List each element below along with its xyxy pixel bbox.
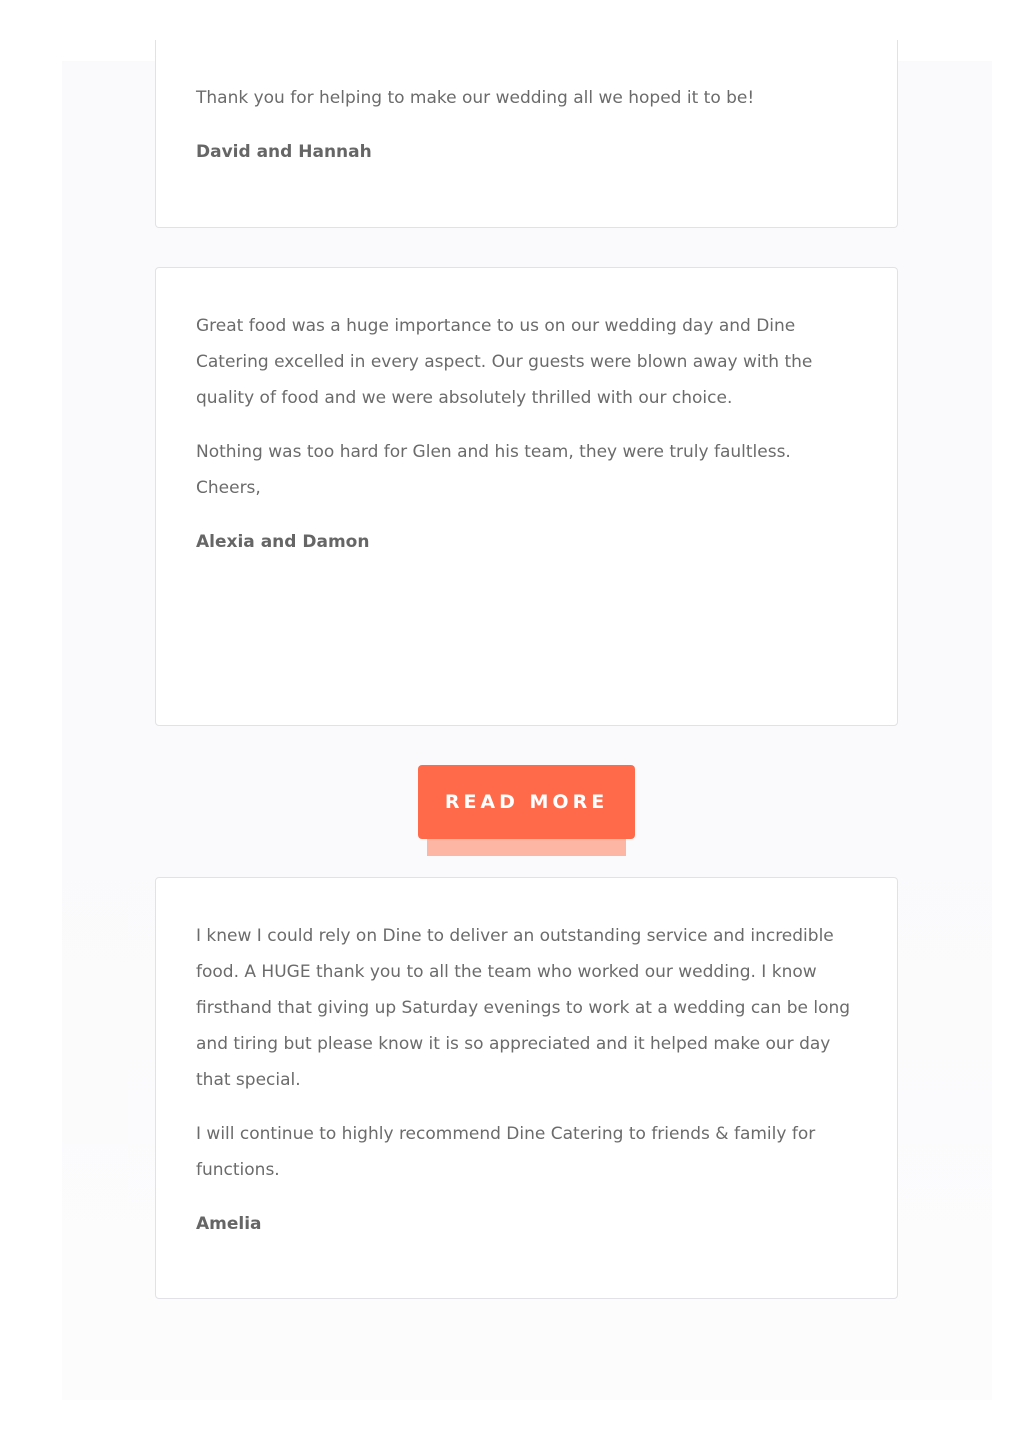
testimonial-author: David and Hannah xyxy=(196,142,372,162)
testimonial-card xyxy=(155,877,898,1299)
testimonial-card xyxy=(155,267,898,726)
read-more-button[interactable]: READ MORE xyxy=(418,765,635,839)
testimonial-text: Thank you for helping to make our wedding all we hoped it to be! xyxy=(196,88,755,108)
read-more-wrapper xyxy=(418,765,635,857)
testimonial-text: I knew I could rely on Dine to deliver an outstanding service and incredible food. A HUGE thank you to all the team who worked our wedding. I know firsthand that giving up Saturday evenings to work at a wedding can be long and tiring but please know it is so appreciated and it helped make our day that special. xyxy=(196,926,851,1090)
testimonial-text: I will continue to highly recommend Dine Catering to friends & family for functions. xyxy=(196,1124,816,1180)
testimonial-text: Cheers, xyxy=(196,478,261,498)
testimonial-text: Great food was a huge importance to us on our wedding day and Dine Catering excelled in every aspect. Our guests were blown away with the quality of food and we were absolutely thrilled with our choice. xyxy=(196,316,813,408)
testimonial-author: Alexia and Damon xyxy=(196,532,370,552)
testimonial-author: Amelia xyxy=(196,1214,262,1234)
testimonial-text: Nothing was too hard for Glen and his team, they were truly faultless. xyxy=(196,442,791,462)
testimonial-card xyxy=(155,40,898,228)
